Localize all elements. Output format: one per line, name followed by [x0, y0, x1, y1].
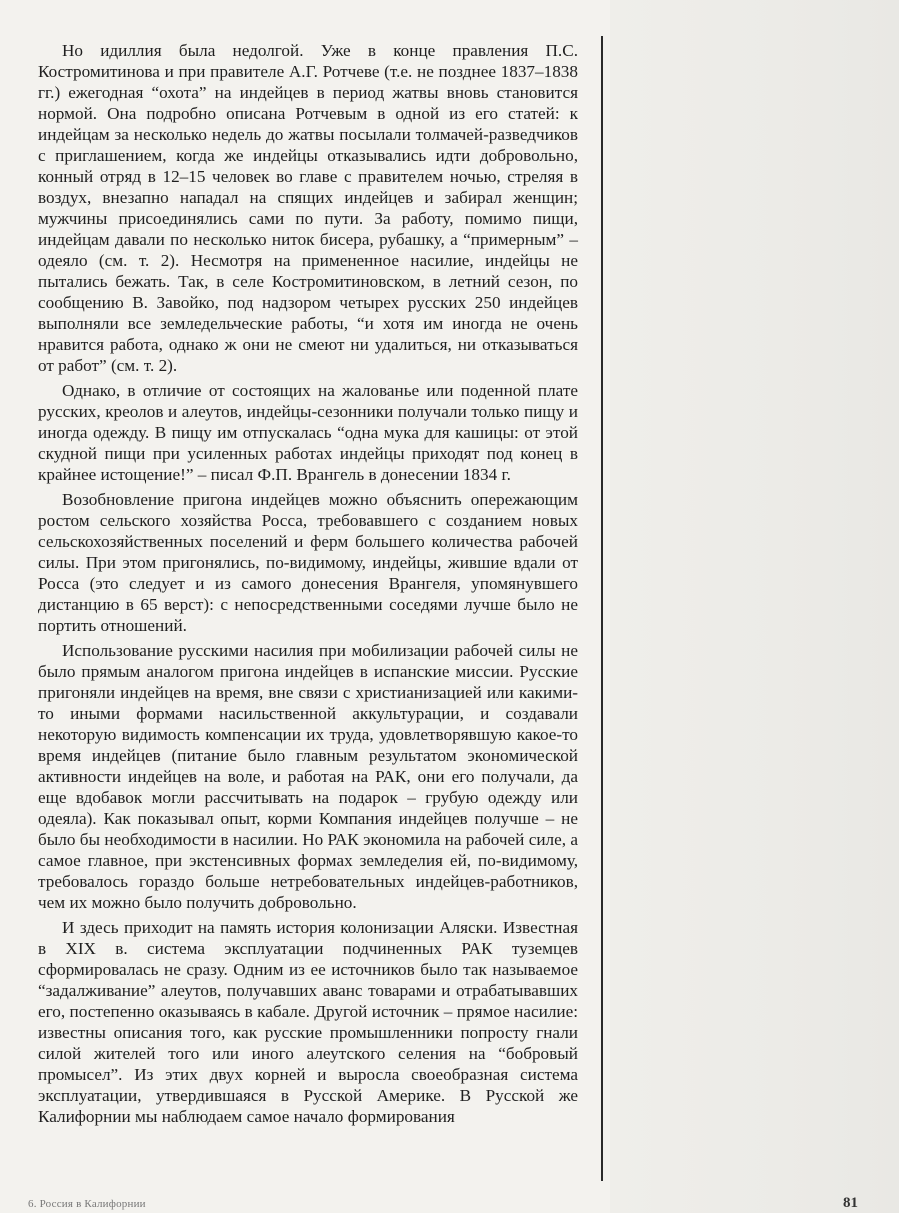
paragraph: И здесь приходит на память история колонизации Аляски. Известная в XIX в. система эксплуатации подчиненных РАК туземцев сформировалась не сразу. Одним из ее источников было так называемое “задалживание” алеутов, получавших аванс товарами и отрабатывавших его, постепенно оказываясь в кабале. Другой источник – прямое насилие: известны описания того, как русские промышленники попросту гнали силой жителей того или иного алеутского селения на “бобровый промысел”. Из этих двух корней и выросла своеобразная система эксплуатации, утвердившаяся в Русской Америке. В Русской же Калифорнии мы наблюдаем самое начало формирования: [38, 918, 578, 1126]
paragraph: Использование русскими насилия при мобилизации рабочей силы не было прямым аналогом пригона индейцев в испанские миссии. Русские пригоняли индейцев на время, вне связи с христианизацией или какими-то иными формами насильственной аккультурации, и создавали некоторую видимость компенсации их труда, удовлетворявшую какое-то время индейцев (питание было главным результатом экономической активности индейцев на воле, и работая на РАК, они его получали, да еще вдобавок могли рассчитывать на подарок – грубую одежду или одеяла). Как показывал опыт, корми Компания индейцев получше – не было бы необходимости в насилии. Но РАК экономила на рабочей силе, а самое главное, при экстенсивных формах земледелия ей, по-видимому, требовалось гораздо больше нетребовательных индейцев-работников, чем их можно было получить добровольно.: [38, 641, 578, 912]
column-rule: [601, 36, 603, 1181]
body-text: [38, 40, 578, 1131]
page-number: 81: [843, 1195, 858, 1211]
paragraph: Но идиллия была недолгой. Уже в конце правления П.С. Костромитинова и при правителе А.Г. Ротчеве (т.е. не позднее 1837–1838 гг.) ежегодная “охота” на индейцев в период жатвы вновь становится нормой. Она подробно описана Ротчевым в одной из его статей: к индейцам за несколько недель до жатвы посылали толмачей-разведчиков с приглашением, когда же индейцы отказывались идти добровольно, конный отряд в 12–15 человек во главе с правителем ночью, стреляя в воздух, внезапно нападал на спящих индейцев и забирал женщин; мужчины присоединялись сами по пути. За работу, помимо пищи, индейцам давали по несколько ниток бисера, рубашку, а “примерным” – одеяло (см. т. 2). Несмотря на примененное насилие, индейцы не пытались бежать. Так, в селе Костромитиновском, в летний сезон, по сообщению В. Завойко, под надзором четырех русских 250 индейцев выполняли все земледельческие работы, “и хотя им иногда не очень нравится работа, однако ж они не смеют ни удалиться, ни отказываться от работ” (см. т. 2).: [38, 41, 578, 375]
margin-area: [610, 0, 899, 1213]
paragraph: Возобновление пригона индейцев можно объяснить опережающим ростом сельского хозяйства Росса, требовавшего с созданием новых сельскохозяйственных поселений и ферм большего количества рабочей силы. При этом пригонялись, по-видимому, индейцы, жившие вдали от Росса (это следует и из самого донесения Врангеля, упомянувшего дистанцию в 65 верст): с непосредственными соседями лучше было не портить отношений.: [38, 490, 578, 635]
paragraph: Однако, в отличие от состоящих на жалованье или поденной плате русских, креолов и алеутов, индейцы-сезонники получали только пищу и иногда одежду. В пищу им отпускалась “одна мука для кашицы: от этой скудной пищи при усиленных работах индейцы приходят под конец в крайнее истощение!” – писал Ф.П. Врангель в донесении 1834 г.: [38, 381, 578, 484]
running-footer: 6. Россия в Калифорнии: [28, 1198, 146, 1210]
